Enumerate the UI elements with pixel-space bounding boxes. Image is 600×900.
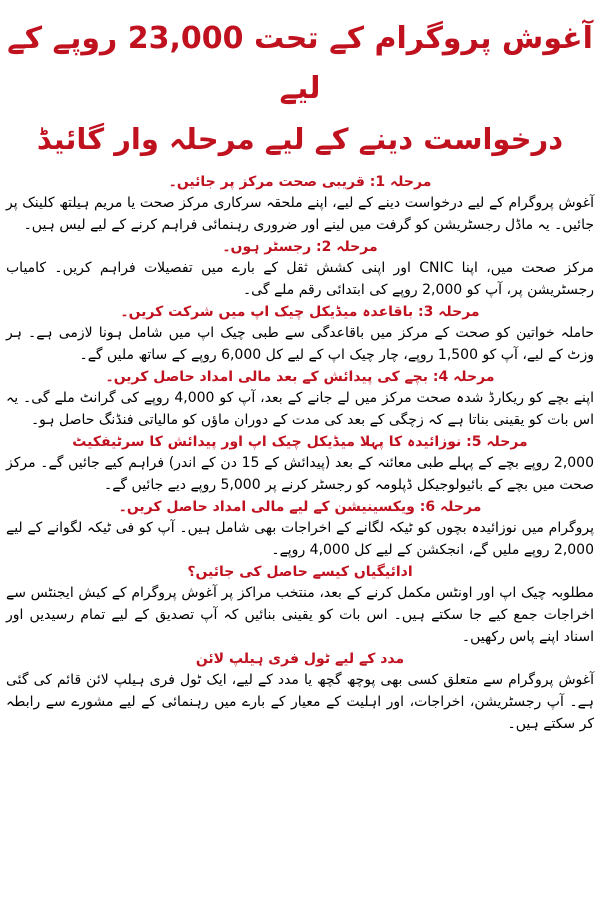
- section-heading: مدد کے لیے ٹول فری ہیلپ لائن: [195, 651, 405, 667]
- section-heading: ادائیگیاں کیسے حاصل کی جائیں؟: [187, 564, 413, 580]
- section-text: مرکز صحت میں، اپنا CNIC اور اپنی کشش ثقل کے بارے میں تفصیلات فراہم کریں۔ کامیاب رجسٹریشن پر، آپ کو 2,000 روپے کی ابتدائی رقم ملے گی۔: [6, 260, 595, 298]
- section-step-1: [6, 172, 594, 236]
- section-step-6: [6, 497, 594, 561]
- section-step-2: [6, 237, 594, 301]
- section-text: آغوش پروگرام کے لیے درخواست دینے کے لیے، اپنے ملحقہ سرکاری مرکز صحت یا مریم ہیلتھ کلینک پر جائیں۔ یہ ماڈل رجسٹریشن کو گرفت میں لینے اور ضروری رہنمائی فراہم کرنے کے لیے لیس ہیں۔: [6, 195, 594, 233]
- section-text: پروگرام میں نوزائیدہ بچوں کو ٹیکہ لگانے کے اخراجات بھی شامل ہیں۔ آپ کو فی ٹیکہ لگوانے کے لیے 2,000 روپے ملیں گے، انجکشن کے لیے کل 4,000 روپے۔: [6, 520, 594, 558]
- section-heading: مرحلہ 2: رجسٹر ہوں۔: [222, 239, 378, 255]
- section-step-5: [6, 432, 594, 496]
- page-title-line-2: درخواست دینے کے لیے مرحلہ وار گائیڈ: [36, 122, 564, 156]
- section-text: آغوش پروگرام سے متعلق کسی بھی پوچھ گچھ یا مدد کے لیے، ایک ٹول فری ہیلپ لائن قائم کی گئی ہے۔ آپ رجسٹریشن، اخراجات، اور اہلیت کے معیار کے بارے میں رہنمائی کے لیے مشورے سے رابطہ کر سکتے ہیں۔: [6, 672, 594, 732]
- section-heading: مرحلہ 1: قریبی صحت مرکز پر جائیں۔: [168, 174, 432, 190]
- section-heading: مرحلہ 4: بچے کی پیدائش کے بعد مالی امداد حاصل کریں۔: [105, 369, 495, 385]
- section-heading: مرحلہ 3: باقاعدہ میڈیکل چیک اپ میں شرکت کریں۔: [120, 304, 480, 320]
- section-heading: مرحلہ 5: نوزائیدہ کا پہلا میڈیکل چیک اپ اور پیدائش کا سرٹیفکیٹ: [72, 434, 528, 450]
- section-text: 2,000 روپے بچے کے پہلے طبی معائنہ کے بعد (پیدائش کے 15 دن کے اندر) فراہم کیے جائیں گے۔ مرکز صحت میں بچے کے بائیولوجیکل ڈپلومہ کو رجسٹر کرنے پر 5,000 روپے دیے جائیں گے۔: [6, 455, 594, 493]
- section-step-4: [6, 367, 594, 431]
- article-body: [0, 172, 600, 735]
- section-text: اپنے بچے کو ریکارڈ شدہ صحت مرکز میں لے جانے کے بعد، آپ کو 4,000 روپے کی گرانٹ ملے گی۔ یہ اس بات کو یقینی بناتا ہے کہ زچگی کے بعد کی مدت کے دوران ماؤں کو مالیاتی فنڈنگ حاصل ہو۔: [6, 390, 594, 428]
- section-heading: مرحلہ 6: ویکسینیشن کے لیے مالی امداد حاصل کریں۔: [118, 499, 482, 515]
- section-payments: [6, 562, 594, 648]
- section-step-3: [6, 302, 594, 366]
- section-text: مطلوبہ چیک اپ اور اونٹس مکمل کرنے کے بعد، منتخب مراکز پر آغوش پروگرام کے کیش ایجنٹس سے اخراجات جمع کیے جا سکتے ہیں۔ اس بات کو یقینی بنائیں کہ آپ تصدیق کے لیے تمام رسیدیں اور اسناد اپنے پاس رکھیں۔: [6, 585, 594, 645]
- page-title-line-1: آغوش پروگرام کے تحت 23,000 روپے کے لیے: [7, 21, 593, 106]
- section-text: حاملہ خواتین کو صحت کے مرکز میں باقاعدگی سے طبی چیک اپ میں شامل ہونا لازمی ہے۔ ہر وزٹ کے لیے، آپ کو 1,500 روپے، چار چیک اپ کے لیے کل 6,000 روپے کے ساتھ ملیں گے۔: [6, 325, 594, 363]
- section-helpline: [6, 649, 594, 735]
